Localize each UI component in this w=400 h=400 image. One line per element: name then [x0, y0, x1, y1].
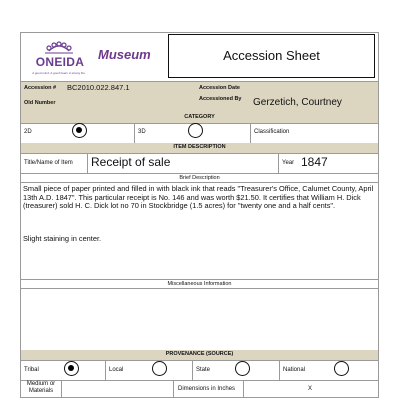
oneida-logo — [23, 37, 95, 79]
provenance-heading: PROVENANCE (SOURCE) — [165, 351, 234, 357]
classification-field[interactable] — [301, 125, 376, 141]
accession-date-label: Accession Date — [199, 85, 240, 91]
brief-description-note[interactable]: Slight staining in center. — [23, 234, 102, 243]
oneida-logo-icon — [23, 37, 95, 57]
title-value[interactable]: Receipt of sale — [91, 155, 171, 169]
provenance-national-label: National — [283, 367, 306, 373]
year-label: Year — [282, 160, 295, 166]
org-name: ONEIDA — [35, 55, 85, 69]
brief-description-text[interactable]: Small piece of paper printed and filled in with black ink that reads "Treasurer's Office, Calumet County, April 13th A.D. 1847". This particular receipt is No. 146 and was worth $21.50. It certifies that William H. Dick (treasurer) sold H. C. Dick lot no 70 in Stockbridge (1.5 acres) for "twenty one and a half cents". — [23, 184, 374, 211]
misc-info-label: Miscellaneous Information — [167, 281, 232, 287]
sheet-title: Accession Sheet — [223, 48, 320, 63]
category-3d-radio[interactable] — [188, 123, 203, 138]
medium-label: Medium or Materials — [26, 381, 56, 394]
category-2d-radio[interactable] — [72, 123, 87, 138]
provenance-state-radio[interactable] — [235, 361, 250, 376]
category-3d-label: 3D — [138, 129, 146, 135]
org-tagline: A good mind. A good heart. A strong fire. — [32, 71, 86, 75]
misc-info-field[interactable] — [23, 291, 375, 346]
accessioned-by-value[interactable]: Gerzetich, Courtney — [253, 97, 342, 108]
sheet-title-box — [168, 34, 375, 78]
category-heading: CATEGORY — [184, 114, 215, 120]
radio-selected-dot — [68, 365, 74, 371]
provenance-tribal-radio[interactable] — [64, 361, 79, 376]
dimensions-label: Dimensions in Inches — [178, 386, 236, 392]
year-value[interactable]: 1847 — [301, 155, 328, 169]
old-number-label: Old Number — [24, 100, 56, 106]
classification-label: Classification — [254, 129, 290, 135]
item-heading: ITEM DESCRIPTION — [173, 144, 226, 150]
provenance-state-label: State — [196, 367, 211, 373]
provenance-national-radio[interactable] — [334, 361, 349, 376]
provenance-local-radio[interactable] — [152, 361, 167, 376]
accession-number-label: Accession # — [24, 85, 57, 91]
accession-number-value[interactable]: BC2010.022.847.1 — [67, 83, 130, 92]
brief-description-label: Brief Description — [179, 175, 220, 181]
medium-field[interactable] — [63, 382, 171, 396]
old-number-field[interactable] — [67, 97, 187, 109]
museum-label: Museum — [98, 47, 151, 62]
accession-date-field[interactable] — [253, 83, 373, 93]
title-label: Title/Name of Item — [24, 160, 73, 166]
dimensions-separator: X — [308, 386, 313, 392]
accessioned-by-label: Accessioned By — [199, 96, 242, 102]
provenance-tribal-label: Tribal — [24, 367, 39, 373]
category-2d-label: 2D — [24, 129, 32, 135]
provenance-local-label: Local — [109, 367, 124, 373]
accession-sheet — [20, 32, 379, 398]
radio-selected-dot — [76, 127, 82, 133]
